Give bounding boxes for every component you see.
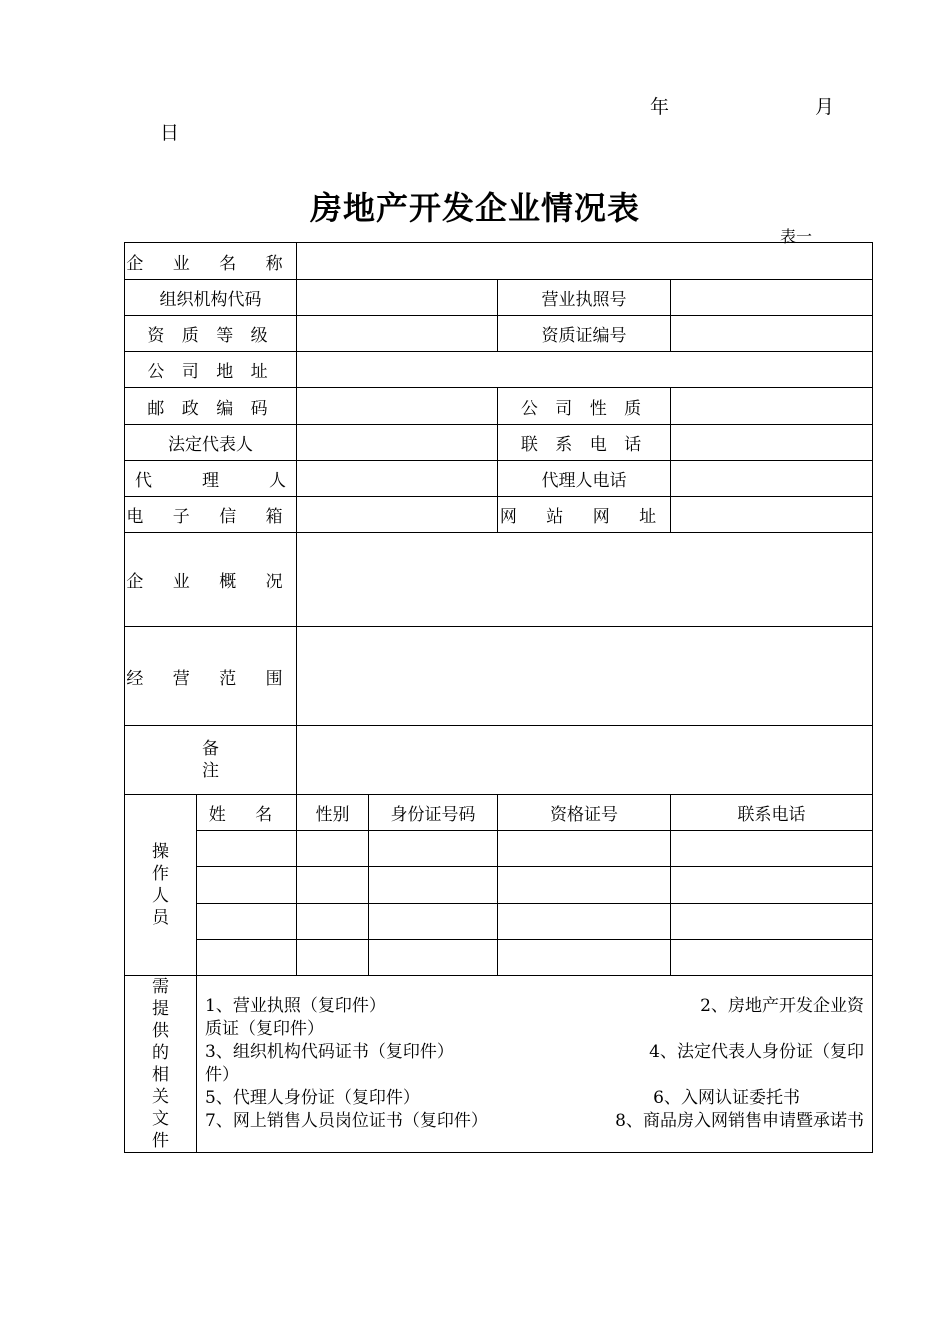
file-item-2: 2、房地产开发企业资 [700,996,864,1016]
field-qualification-cert[interactable] [671,316,873,352]
field-contact-phone[interactable] [671,425,873,461]
row-overview [125,533,873,627]
row-legal-rep [125,425,873,461]
field-postal-code[interactable] [297,388,498,425]
operator-cert-cell[interactable] [498,904,671,940]
label-address: 公 司 地 址 [147,362,274,382]
table-row [125,904,873,940]
operator-gender-cell[interactable] [297,831,369,867]
operator-phone-cell[interactable] [671,940,873,976]
operator-gender-cell[interactable] [297,940,369,976]
row-org-code [125,280,873,316]
field-company-name[interactable] [297,243,873,280]
table-row [125,867,873,904]
operator-id-cell[interactable] [369,831,498,867]
date-month: 月 [815,96,835,118]
operator-name-cell[interactable] [197,831,297,867]
file-item-3: 3、组织机构代码证书（复印件） [205,1042,454,1062]
row-agent [125,461,873,497]
label-website: 网 站 网 址 [499,507,669,527]
table-row [125,831,873,867]
operator-id-cell[interactable] [369,904,498,940]
field-website[interactable] [671,497,873,533]
label-qualification-level: 资 质 等 级 [147,326,274,346]
file-item-6: 6、入网认证委托书 [653,1088,800,1108]
label-agent-phone: 代理人电话 [541,471,627,491]
field-overview[interactable] [297,533,873,627]
label-required-files: 需提供的相关文件 [151,977,169,1151]
operator-cert-cell[interactable] [498,867,671,904]
page-title: 房地产开发企业情况表 [309,189,640,227]
file-item-1: 1、营业执照（复印件） [205,996,386,1016]
field-agent-phone[interactable] [671,461,873,497]
row-qualification [125,316,873,352]
operator-name-cell[interactable] [197,904,297,940]
field-qualification-level[interactable] [297,316,498,352]
table-number: 表一 [780,227,813,246]
label-qualification-cert: 资质证编号 [541,326,627,346]
file-item-5: 5、代理人身份证（复印件） [205,1088,420,1108]
operator-name-cell[interactable] [197,867,297,904]
field-company-nature[interactable] [671,388,873,425]
header-phone: 联系电话 [737,805,806,825]
file-item-8: 8、商品房入网销售申请暨承诺书 [615,1111,864,1131]
label-business-license: 营业执照号 [541,290,627,310]
row-postal [125,388,873,425]
operator-phone-cell[interactable] [671,904,873,940]
label-remarks: 备 注 [202,739,219,781]
header-id-number: 身份证号码 [390,805,476,825]
field-legal-rep[interactable] [297,425,498,461]
label-email: 电 子 信 箱 [126,507,295,527]
field-org-code[interactable] [297,280,498,316]
label-overview: 企 业 概 况 [126,572,295,592]
field-business-scope[interactable] [297,627,873,726]
row-company-name [125,243,873,280]
operator-cert-cell[interactable] [498,831,671,867]
operator-cert-cell[interactable] [498,940,671,976]
label-agent: 代 理 人 [135,471,286,491]
date-day: 日 [160,122,180,144]
label-legal-rep: 法定代表人 [168,435,253,455]
field-address[interactable] [297,352,873,388]
operator-phone-cell[interactable] [671,831,873,867]
label-company-name: 企 业 名 称 [126,253,295,274]
field-email[interactable] [297,497,498,533]
row-business-scope [125,627,873,726]
label-company-nature: 公 司 性 质 [520,398,648,419]
label-postal-code: 邮 政 编 码 [147,398,274,419]
header-name: 姓 名 [208,805,285,825]
operator-gender-cell[interactable] [297,867,369,904]
row-address [125,352,873,388]
file-item-2-cont: 质证（复印件） [205,1019,324,1039]
header-gender: 性别 [315,805,350,825]
row-required-files [125,976,873,1153]
field-business-license[interactable] [671,280,873,316]
label-operators: 操作人员 [151,842,169,928]
file-item-4: 4、法定代表人身份证（复印 [649,1042,864,1062]
file-item-4-cont: 件） [205,1065,239,1085]
table-row [125,940,873,976]
label-business-scope: 经 营 范 围 [126,668,295,689]
company-info-table [124,242,873,1153]
operator-phone-cell[interactable] [671,867,873,904]
operator-id-cell[interactable] [369,940,498,976]
operator-name-cell[interactable] [197,940,297,976]
row-email [125,497,873,533]
label-contact-phone: 联 系 电 话 [520,435,648,455]
operator-id-cell[interactable] [369,867,498,904]
operator-gender-cell[interactable] [297,904,369,940]
field-agent[interactable] [297,461,498,497]
row-remarks [125,726,873,795]
label-org-code: 组织机构代码 [159,290,262,310]
date-year: 年 [650,96,670,118]
required-files-list [197,993,872,1135]
header-cert-number: 资格证号 [550,805,618,825]
field-remarks[interactable] [297,726,873,795]
operators-header-row [125,795,873,831]
file-item-7: 7、网上销售人员岗位证书（复印件） [205,1111,488,1131]
